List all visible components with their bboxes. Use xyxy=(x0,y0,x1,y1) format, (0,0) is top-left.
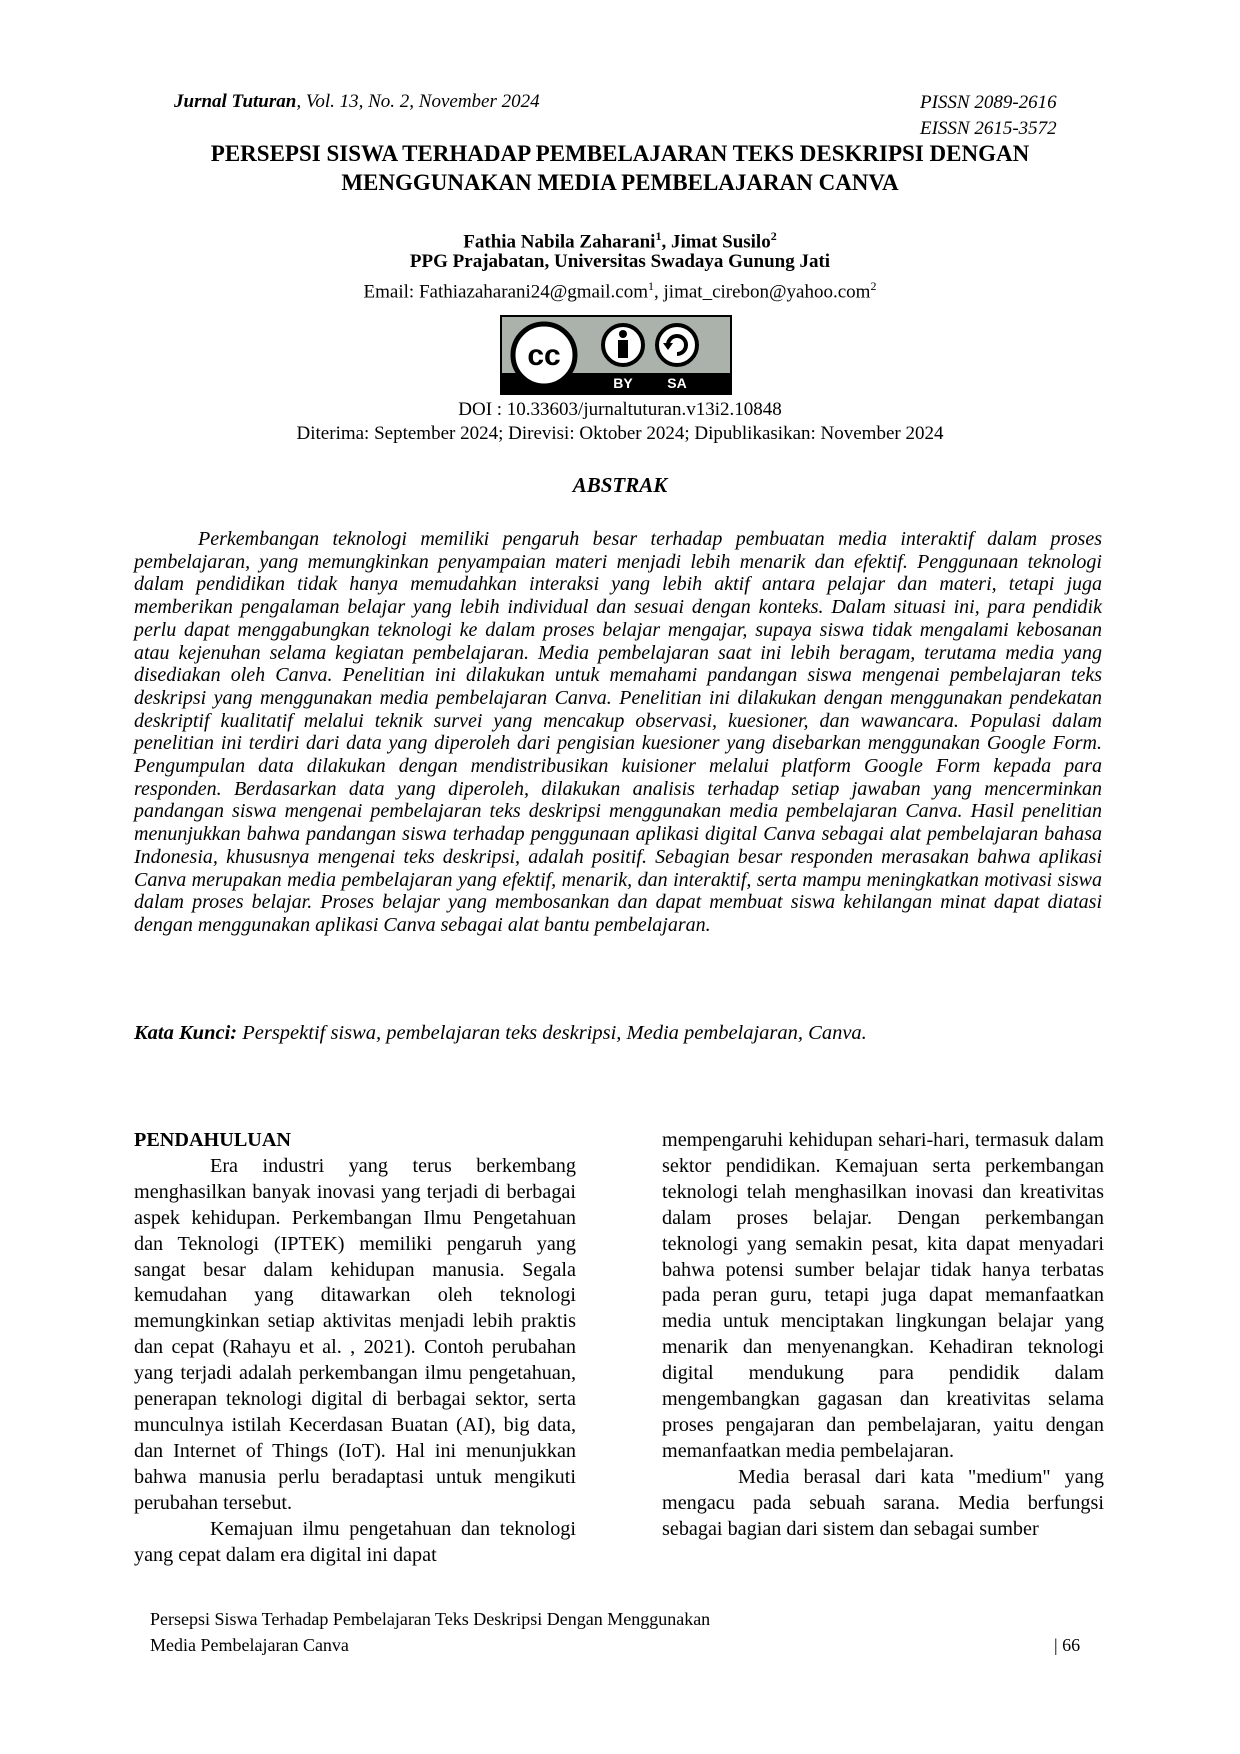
author-2: Jimat Susilo xyxy=(670,231,771,253)
paper-title-line-2: MENGGUNAKAN MEDIA PEMBELAJARAN CANVA xyxy=(341,170,899,195)
email-1-sup: 1 xyxy=(648,279,655,293)
sa-label: SA xyxy=(667,375,687,391)
email-separator: , xyxy=(654,281,664,303)
journal-citation xyxy=(174,89,540,115)
footer-title-line-1: Persepsi Siswa Terhadap Pembelajaran Teks Deskripsi Dengan Menggunakan xyxy=(150,1609,711,1629)
left-paragraph-1: Era industri yang terus berkembang menghasilkan banyak inovasi yang terjadi di berbagai aspek kehidupan. Perkembangan Ilmu Pengetahuan dan Teknologi (IPTEK) memiliki pengaruh yang sangat besar dalam kehidupan manusia. Segala kemudahan yang ditawarkan oleh teknologi memungkinkan setiap aktivitas menjadi lebih praktis dan cepat (Rahayu et al. , 2021). Contoh perubahan yang terjadi adalah perkembangan ilmu pengetahuan, penerapan teknologi digital di berbagai sektor, serta munculnya istilah Kecerdasan Buatan (AI), big data, dan Internet of Things (IoT). Hal ini menunjukkan bahwa manusia perlu beradaptasi untuk mengikuti perubahan tersebut. xyxy=(134,1154,576,1514)
email-2-sup: 2 xyxy=(870,279,877,293)
by-label: BY xyxy=(613,375,633,391)
pissn: PISSN 2089-2616 xyxy=(920,92,1057,113)
cc-badge-graphic xyxy=(502,317,730,393)
right-column xyxy=(662,1128,1104,1543)
section-heading-pendahuluan: PENDAHULUAN xyxy=(134,1129,292,1151)
abstract-text: Perkembangan teknologi memiliki pengaruh besar terhadap pembuatan media interaktif dalam proses pembelajaran, yang memungkinkan penyampaian materi menjadi lebih menarik dan efektif. Penggunaan teknologi dalam pendidikan tidak hanya memudahkan interaksi yang lebih aktif antara pelajar dan materi, tetapi juga memberikan pengalaman belajar yang lebih individual dan sesuai dengan konteks. Dalam situasi ini, para pendidik perlu dapat menggabungkan teknologi ke dalam proses belajar mengajar, supaya siswa tidak mengalami kebosanan atau kejenuhan selama kegiatan pembelajaran. Media pembelajaran saat ini lebih beragam, terutama media yang disediakan oleh Canva. Penelitian ini dilakukan untuk memahami pandangan siswa mengenai pembelajaran teks deskripsi yang menggunakan media pembelajaran Canva. Penelitian ini dilakukan dengan menggunakan pendekatan deskriptif kualitatif melalui teknik survei yang mencakup observasi, kuesioner, dan wawancara. Populasi dalam penelitian ini terdiri dari data yang diperoleh dari pengisian kuesioner yang disebarkan menggunakan Google Form. Pengumpulan data dilakukan dengan mendistribusikan kuisioner melalui platform Google Form kepada para responden. Berdasarkan data yang diperoleh, dilakukan analisis terhadap setiap jawaban yang mencerminkan pandangan siswa mengenai pembelajaran teks deskripsi menggunakan media pembelajaran Canva. Hasil penelitian menunjukkan bahwa pandangan siswa terhadap penggunaan aplikasi digital Canva sebagai alat pembelajaran bahasa Indonesia, khususnya mengenai teks deskripsi, adalah positif. Sebagian besar responden merasakan bahwa aplikasi Canva merupakan media pembelajaran yang efektif, menarik, dan interaktif, serta mampu meningkatkan motivasi siswa dalam proses belajar. Proses belajar yang membosankan dan dapat membuat siswa kehilangan minat dapat diatasi dengan menggunakan aplikasi Canva sebagai alat bantu pembelajaran. xyxy=(134,528,1102,936)
email-1: Email: Fathiazaharani24@gmail.com xyxy=(363,281,649,303)
author-separator: , xyxy=(661,231,671,253)
journal-name: Jurnal Tuturan xyxy=(174,91,297,112)
emails xyxy=(140,274,1100,304)
left-column xyxy=(134,1128,576,1568)
journal-volume: , Vol. 13, No. 2, November 2024 xyxy=(296,91,540,112)
paper-title-line-1: PERSEPSI SISWA TERHADAP PEMBELAJARAN TEKS DESKRIPSI DENGAN xyxy=(210,141,1030,166)
affiliation: PPG Prajabatan, Universitas Swadaya Gunung Jati xyxy=(409,251,831,272)
keywords-text: Perspektif siswa, pembelajaran teks deskripsi, Media pembelajaran, Canva. xyxy=(237,1022,867,1044)
eissn: EISSN 2615-3572 xyxy=(920,118,1057,139)
cc-icon-label: cc xyxy=(527,339,561,372)
email-2: jimat_cirebon@yahoo.com xyxy=(663,281,871,303)
left-paragraph-2: Kemajuan ilmu pengetahuan dan teknologi yang cepat dalam era digital ini dapat xyxy=(134,1517,576,1566)
cc-by-sa-badge xyxy=(500,315,732,395)
publication-dates: Diterima: September 2024; Direvisi: Oktober 2024; Dipublikasikan: November 2024 xyxy=(296,423,944,444)
right-paragraph-1: mempengaruhi kehidupan sehari-hari, termasuk dalam sektor pendidikan. Kemajuan serta perkembangan teknologi telah menghasilkan inovasi dan kreativitas dalam proses belajar. Dengan perkembangan teknologi yang semakin pesat, kita dapat menyadari bahwa potensi sumber belajar tidak hanya terbatas pada peran guru, tetapi juga dapat memanfaatkan media untuk menciptakan lingkungan belajar yang menarik dan menyenangkan. Kehadiran teknologi digital mendukung para pendidik dalam mengembangkan gagasan dan kreativitas selama proses pengajaran dan pembelajaran, yaitu dengan memanfaatkan media pembelajaran. xyxy=(662,1129,1104,1462)
page-number: | 66 xyxy=(1054,1635,1081,1655)
keywords xyxy=(134,1022,867,1045)
right-paragraph-2: Media berasal dari kata "medium" yang mengacu pada sebuah sarana. Media berfungsi sebagai bagian dari sistem dan sebagai sumber xyxy=(662,1465,1104,1540)
abstract-heading: ABSTRAK xyxy=(572,473,668,497)
keywords-label: Kata Kunci: xyxy=(134,1022,238,1044)
author-1: Fathia Nabila Zaharani xyxy=(463,231,656,253)
author-1-sup: 1 xyxy=(655,229,662,243)
footer-title-line-2: Media Pembelajaran Canva xyxy=(150,1635,349,1655)
author-2-sup: 2 xyxy=(770,229,777,243)
abstract-body xyxy=(134,528,1102,937)
doi: DOI : 10.33603/jurnaltuturan.v13i2.10848 xyxy=(458,399,782,420)
share-alike-icon xyxy=(657,325,697,365)
